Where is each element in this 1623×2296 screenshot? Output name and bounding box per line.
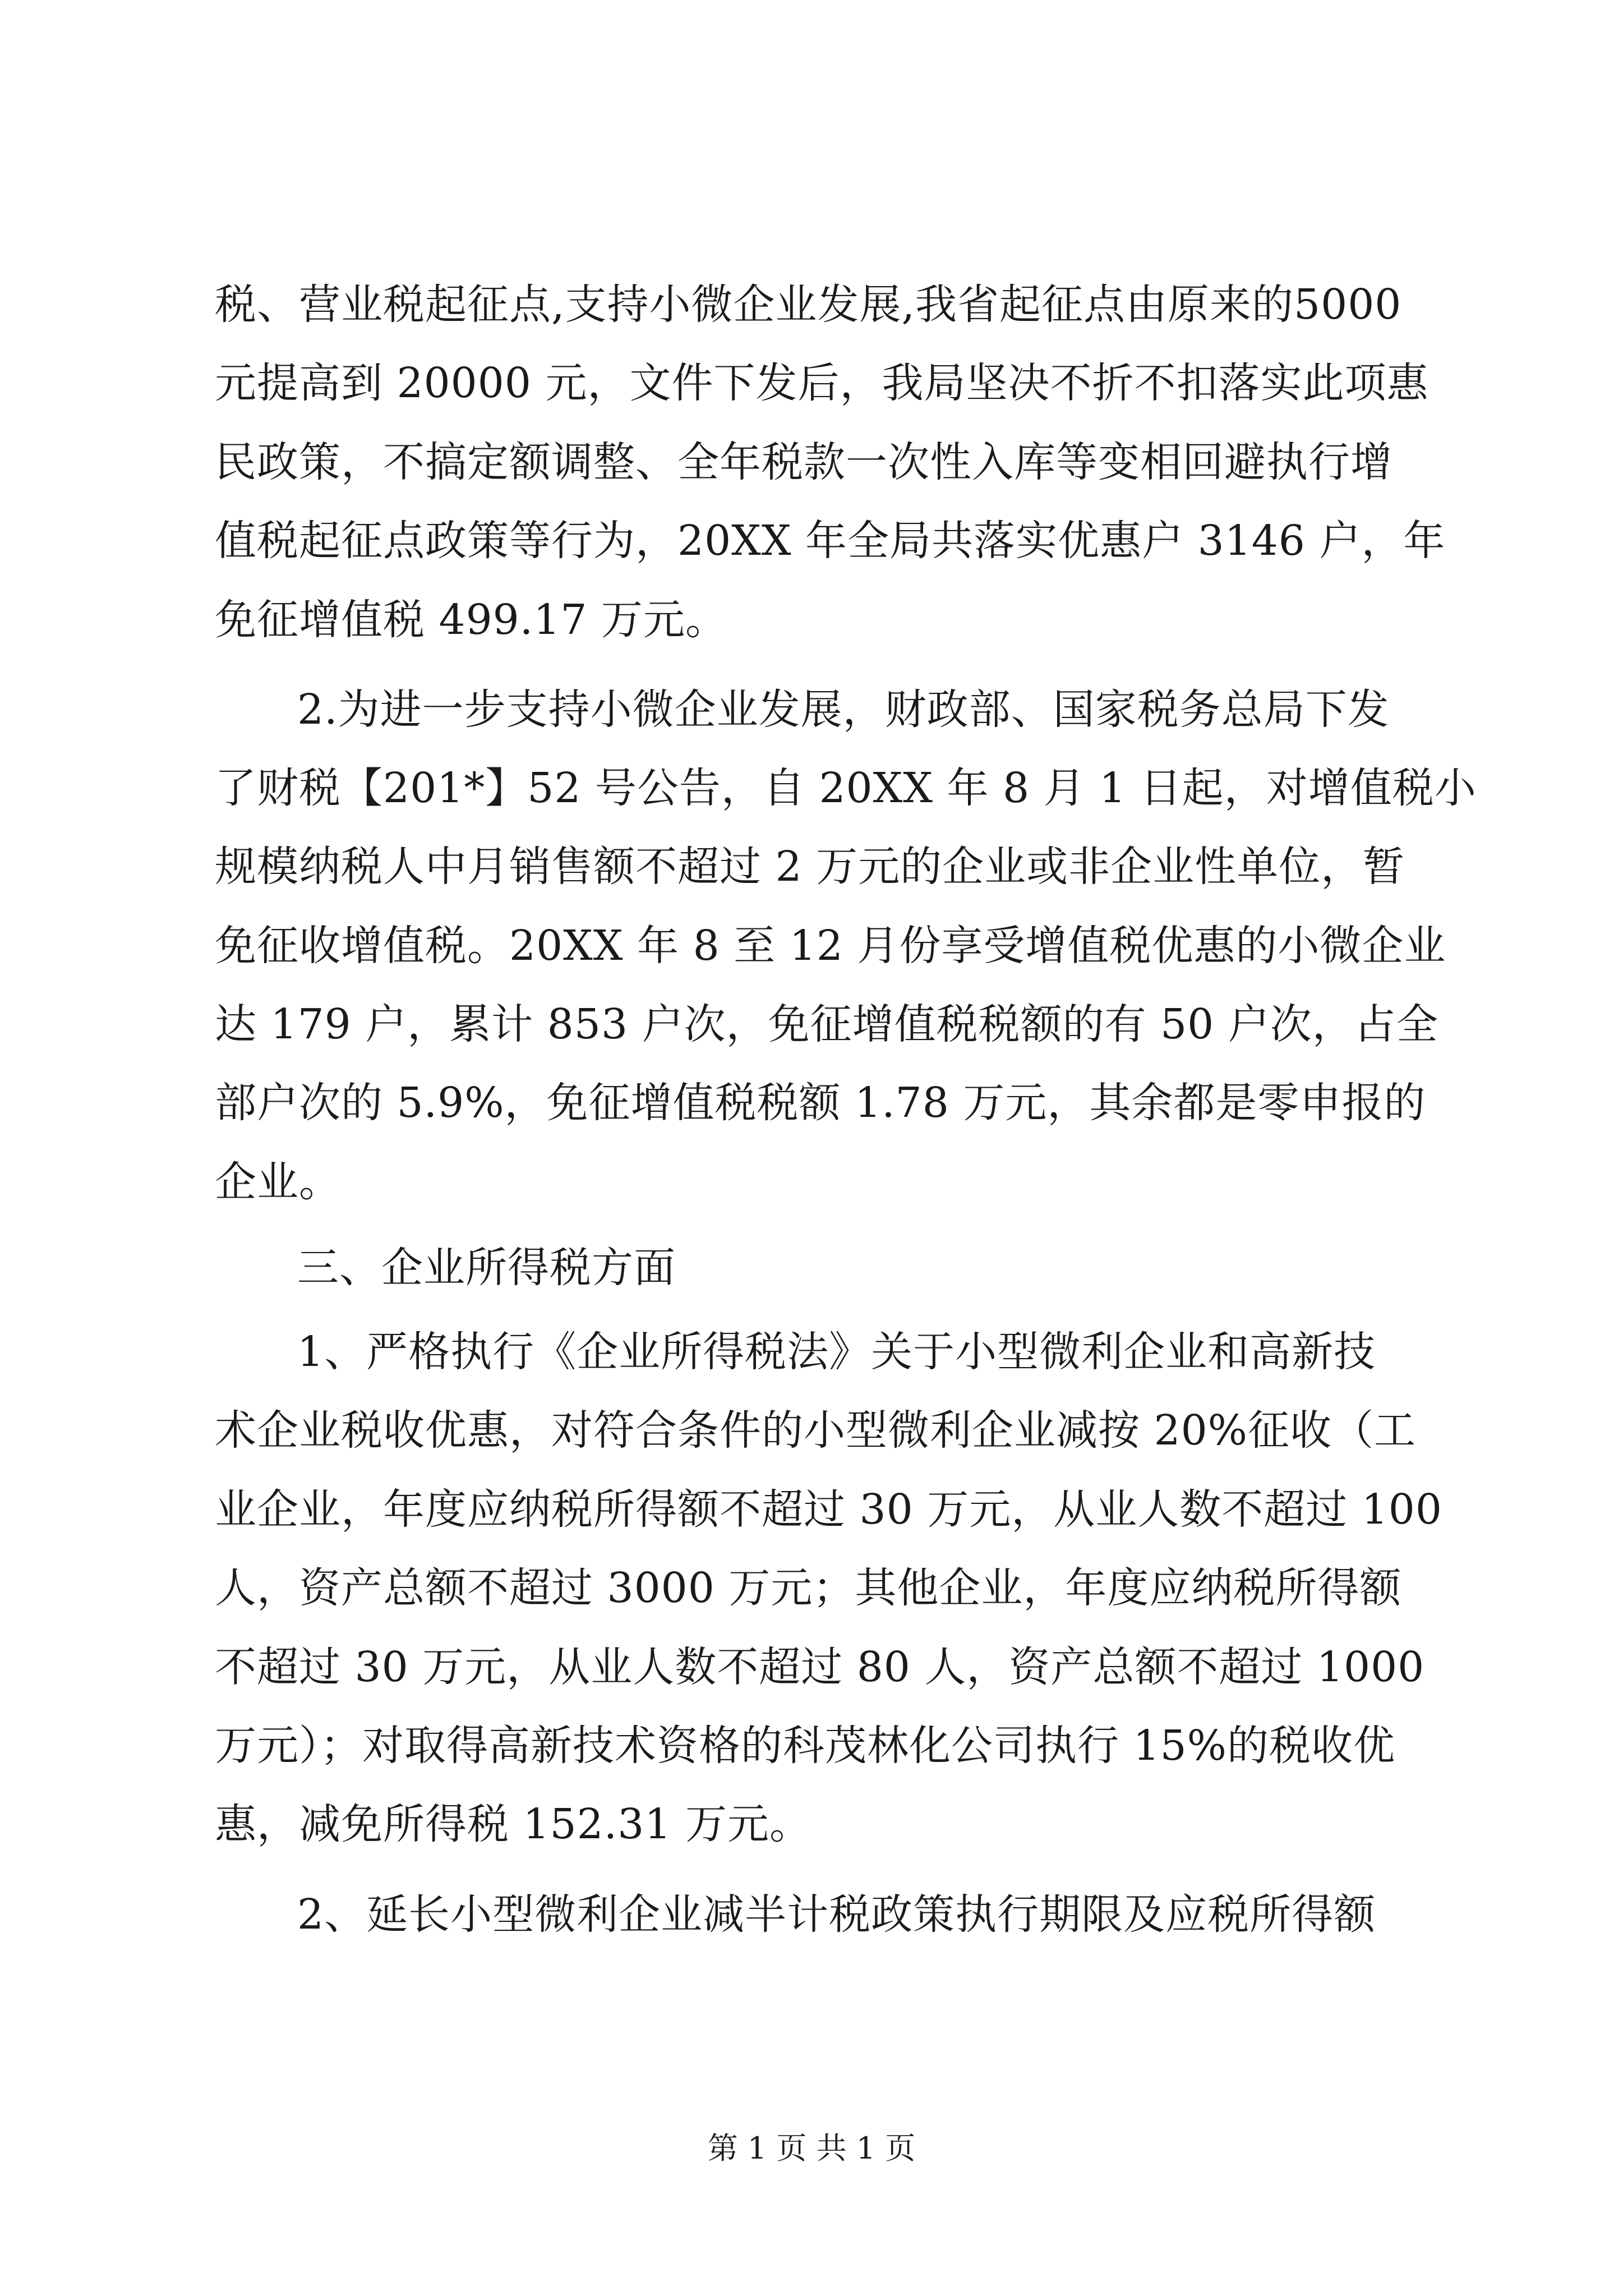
paragraph-start-line: 2、延长小型微利企业减半计税政策执行期限及应税所得额	[297, 1890, 1376, 1939]
text-line: 元提高到 20000 元，文件下发后，我局坚决不折不扣落实此项惠	[215, 359, 1429, 407]
text-line: 了财税【201*】52 号公告，自 20XX 年 8 月 1 日起，对增值税小	[215, 764, 1477, 812]
text-line: 免征增值税 499.17 万元。	[215, 596, 727, 644]
text-line: 万元）；对取得高新技术资格的科茂林化公司执行 15%的税收优	[215, 1722, 1395, 1770]
text-line: 达 179 户，累计 853 户次，免征增值税税额的有 50 户次，占全	[215, 1000, 1438, 1048]
paragraph-start-line: 1、严格执行《企业所得税法》关于小型微利企业和高新技	[297, 1328, 1376, 1376]
paragraph-start-line: 2.为进一步支持小微企业发展，财政部、国家税务总局下发	[297, 685, 1390, 734]
text-line: 免征收增值税。20XX 年 8 至 12 月份享受增值税优惠的小微企业	[215, 922, 1446, 970]
section-heading: 三、企业所得税方面	[297, 1244, 676, 1292]
text-line: 不超过 30 万元，从业人数不超过 80 人，资产总额不超过 1000	[215, 1643, 1425, 1691]
text-line: 税、营业税起征点,支持小微企业发展,我省起征点由原来的5000	[215, 280, 1402, 329]
text-line: 规模纳税人中月销售额不超过 2 万元的企业或非企业性单位，暂	[215, 843, 1405, 891]
text-line: 企业。	[215, 1158, 341, 1206]
text-line: 术企业税收优惠，对符合条件的小型微利企业减按 20%征收（工	[215, 1406, 1416, 1455]
page-footer: 第 1 页 共 1 页	[707, 2131, 916, 2166]
text-line: 值税起征点政策等行为，20XX 年全局共落实优惠户 3146 户，年	[215, 517, 1446, 565]
text-line: 部户次的 5.9%，免征增值税税额 1.78 万元，其余都是零申报的	[215, 1079, 1426, 1127]
text-line: 惠，减免所得税 152.31 万元。	[215, 1800, 811, 1848]
text-line: 人，资产总额不超过 3000 万元；其他企业，年度应纳税所得额	[215, 1564, 1402, 1612]
text-line: 民政策，不搞定额调整、全年税款一次性入库等变相回避执行增	[215, 438, 1393, 486]
text-line: 业企业，年度应纳税所得额不超过 30 万元，从业人数不超过 100	[215, 1485, 1442, 1534]
